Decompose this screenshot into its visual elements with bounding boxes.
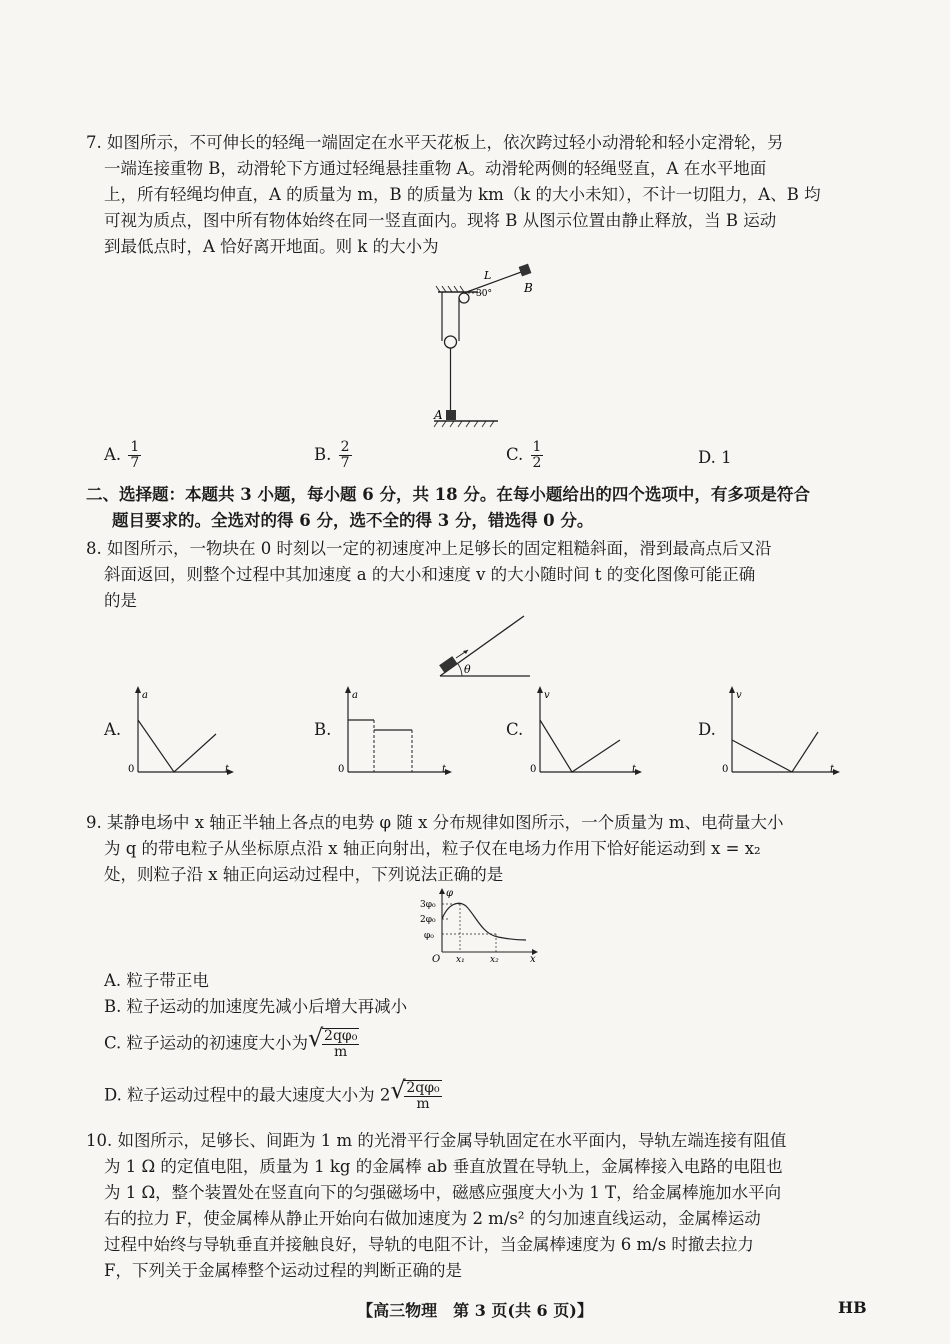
graph-b [334, 686, 454, 782]
q9-line: 处，则粒子沿 x 轴正向运动过程中，下列说法正确的是 [104, 865, 504, 884]
fraction-num: 1 [532, 439, 542, 455]
label-theta: θ [464, 663, 471, 676]
q7-option-c[interactable] [506, 440, 543, 471]
q9-option-d[interactable] [104, 1076, 442, 1112]
section-2-heading [86, 482, 876, 534]
q7-line: 上，所有轻绳均伸直，A 的质量为 m，B 的质量为 km（k 的大小未知），不计一切阻力，A、B 均 [104, 185, 821, 204]
q8-option-b[interactable] [314, 686, 454, 782]
option-letter: C. [506, 445, 524, 464]
q9-option-c[interactable] [104, 1024, 359, 1060]
label-a: A [434, 408, 443, 422]
q10-line: 为 1 Ω，整个装置处在竖直向下的匀强磁场中，磁感应强度大小为 1 T，给金属棒施加水平向 [104, 1183, 782, 1202]
fraction-den: m [416, 1096, 430, 1112]
q9-options [86, 968, 876, 1020]
fraction-den: m [334, 1044, 348, 1060]
footer-code: HB [838, 1298, 867, 1317]
pulley-figure [420, 262, 550, 434]
option-text: D. 粒子运动过程中的最大速度大小为 2 [104, 1085, 391, 1105]
fraction-den: 7 [340, 455, 350, 471]
q8-line: 斜面返回，则整个过程中其加速度 a 的大小和速度 v 的大小随时间 t 的变化图像可能正确 [104, 565, 756, 584]
q8-option-d[interactable] [698, 686, 848, 782]
fraction-den: 2 [532, 455, 542, 471]
potential-graph [418, 886, 544, 966]
tick-x2: x₂ [490, 955, 499, 965]
axis-x-label: t [225, 764, 230, 775]
q9-option-b[interactable]: B. 粒子运动的加速度先减小后增大再减小 [104, 997, 408, 1016]
q8-line: 8. 如图所示，一物块在 0 时刻以一定的初速度冲上足够长的固定粗糙斜面，滑到最高点后又沿 [86, 539, 772, 558]
tick-x1: x₁ [456, 955, 465, 965]
q7-line: 到最低点时，A 恰好离开地面。则 k 的大小为 [104, 237, 439, 256]
tick-3phi0: 3φ₀ [420, 900, 436, 910]
question-9 [86, 810, 876, 888]
q7-option-a[interactable] [104, 440, 141, 471]
option-text: 1 [721, 448, 732, 467]
label-b: B [524, 281, 533, 295]
option-letter: B. [314, 720, 332, 739]
q7-line: 可视为质点，图中所有物体始终在同一竖直面内。现将 B 从图示位置由静止释放，当 B 运动 [104, 211, 777, 230]
q7-option-d[interactable] [698, 448, 732, 467]
option-letter: A. [104, 445, 122, 464]
q8-option-c[interactable] [506, 686, 646, 782]
origin-label: 0 [530, 764, 537, 775]
fraction [531, 440, 544, 471]
graph-c [526, 686, 646, 782]
origin-label: 0 [722, 764, 729, 775]
q10-line: 为 1 Ω 的定值电阻，质量为 1 kg 的金属棒 ab 垂直放置在导轨上，金属棒接入电路的电阻也 [104, 1157, 783, 1176]
fraction-num: 2qφ₀ [324, 1028, 358, 1044]
fraction-num: 2qφ₀ [406, 1080, 440, 1096]
question-10 [86, 1128, 876, 1284]
q8-option-a[interactable] [104, 686, 234, 782]
q10-line: 10. 如图所示，足够长、间距为 1 m 的光滑平行金属导轨固定在水平面内，导轨左端连接有阻值 [86, 1131, 787, 1150]
label-l: L [484, 269, 492, 282]
sqrt: √ $\frac{\text{2qφ₀}}{m}$ [308, 1024, 358, 1060]
q9-line: 为 q 的带电粒子从坐标原点沿 x 轴正向射出，粒子仅在电场力作用下恰好能运动到 x = x₂ [104, 839, 761, 858]
origin-label: 0 [338, 764, 345, 775]
q10-line: 过程中始终与导轨垂直并接触良好，导轨的电阻不计，当金属棒速度为 6 m/s 时撤去拉力 [104, 1235, 754, 1254]
fraction [128, 440, 141, 471]
question-7 [86, 130, 876, 260]
fraction [339, 440, 352, 471]
tick-2phi0: 2φ₀ [420, 915, 436, 925]
origin-label: O [432, 954, 441, 965]
question-8 [86, 536, 876, 614]
option-letter: D. [698, 448, 716, 467]
axis-x-label: t [830, 764, 835, 775]
option-text: C. 粒子运动的初速度大小为 [104, 1033, 309, 1053]
axis-x-label: t [632, 764, 637, 775]
q9-line: 9. 某静电场中 x 轴正半轴上各点的电势 φ 随 x 分布规律如图所示，一个质量为 m、电荷量大小 [86, 813, 784, 832]
option-letter: B. [314, 445, 332, 464]
fraction-num: 2 [340, 439, 350, 455]
q10-line: F，下列关于金属棒整个运动过程的判断正确的是 [104, 1261, 462, 1280]
graph-a [124, 686, 234, 782]
q7-line: 7. 如图所示，不可伸长的轻绳一端固定在水平天花板上，依次跨过轻小动滑轮和轻小定滑轮，另 [86, 133, 784, 152]
q7-line: 一端连接重物 B，动滑轮下方通过轻绳悬挂重物 A。动滑轮两侧的轻绳竖直，A 在水平地面 [104, 159, 767, 178]
q7-option-b[interactable] [314, 440, 352, 471]
axis-y-label: φ [446, 888, 454, 899]
graph-d [718, 686, 848, 782]
q8-line: 的是 [104, 591, 137, 610]
q9-option-a[interactable]: A. 粒子带正电 [104, 971, 209, 990]
origin-label: 0 [128, 764, 135, 775]
label-angle: 30° [476, 289, 492, 299]
axis-y-label: a [142, 690, 148, 701]
sqrt: √ $\frac{\text{2qφ₀}}{m}$ [390, 1076, 440, 1112]
section-line: 二、选择题：本题共 3 小题，每小题 6 分，共 18 分。在每小题给出的四个选项中，有多项是符合 [86, 485, 810, 504]
option-letter: C. [506, 720, 524, 739]
tick-phi0: φ₀ [424, 931, 434, 941]
incline-figure [432, 612, 536, 680]
option-letter: A. [104, 720, 122, 739]
fraction-den: 7 [130, 455, 140, 471]
axis-x-label: t [442, 764, 447, 775]
section-line: 题目要求的。全选对的得 6 分，选不全的得 3 分，错选得 0 分。 [112, 511, 594, 530]
option-letter: D. [698, 720, 716, 739]
axis-y-label: v [544, 690, 550, 701]
page-footer: 【高三物理 第 3 页(共 6 页)】 [357, 1301, 593, 1320]
axis-y-label: a [352, 690, 358, 701]
fraction-num: 1 [130, 439, 140, 455]
q10-line: 右的拉力 F，使金属棒从静止开始向右做加速度为 2 m/s² 的匀加速直线运动，金属棒运动 [104, 1209, 761, 1228]
axis-x-label: x [530, 954, 536, 965]
axis-y-label: v [736, 690, 742, 701]
